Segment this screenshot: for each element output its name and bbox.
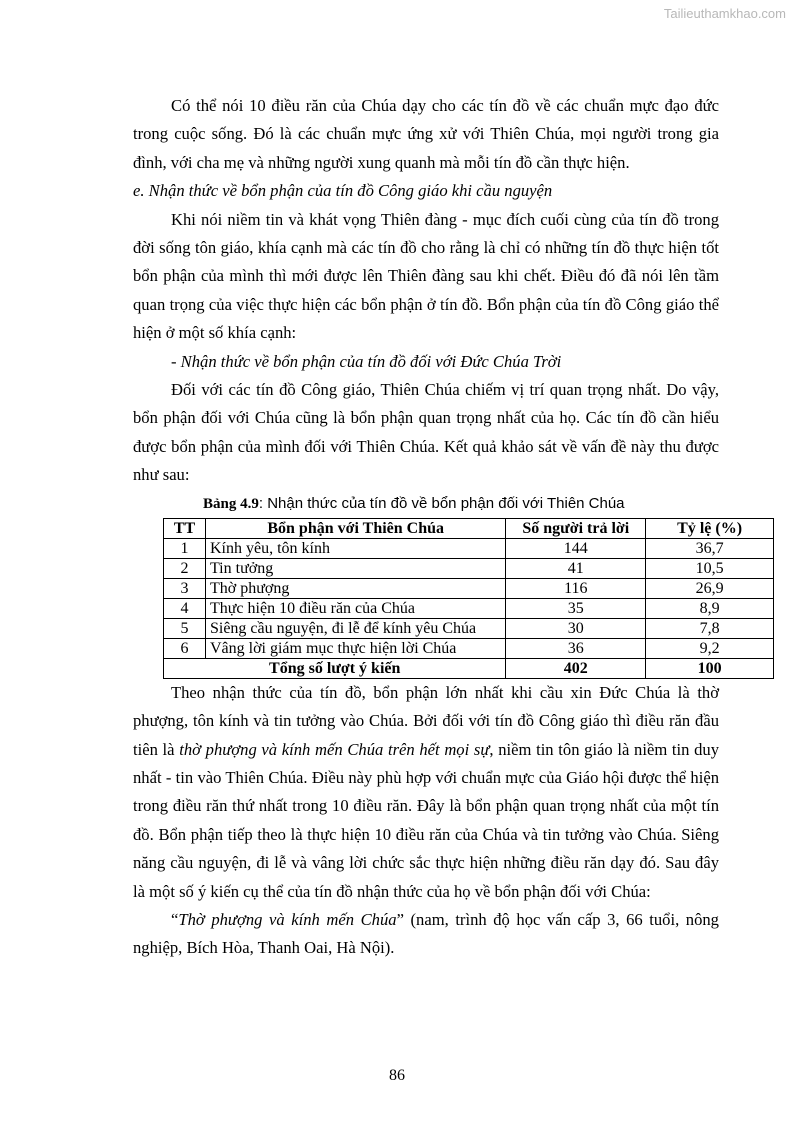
cell-duty: Thờ phượng [205, 578, 505, 598]
table-total-row [164, 658, 774, 678]
cell-respondents: 30 [506, 618, 646, 638]
cell-tt: 6 [164, 638, 206, 658]
cell-duty: Vâng lời giám mục thực hiện lời Chúa [205, 638, 505, 658]
analysis-text-b: , niềm tin tôn giáo là niềm tin duy nhất - tin vào Thiên Chúa. Điều này phù hợp với chuẩn mực của Giáo hội được thể hiện trong điều răn thứ nhất trong 10 điều răn. Đây là bổn phận quan trọng nhất của một tín đồ. Bổn phận tiếp theo là thực hiện 10 điều răn của Chúa và tin tưởng vào Chúa. Siêng năng cầu nguyện, đi lễ và vâng lời chức sắc thực hiện những điều răn dạy đó. Sau đây là một số ý kiến cụ thể của tín đồ nhận thức của họ về bổn phận đối với Chúa: [133, 739, 719, 901]
paragraph-god-importance: Đối với các tín đồ Công giáo, Thiên Chúa chiếm vị trí quan trọng nhất. Do vậy, bổn phận đối với Chúa cũng là bổn phận quan trọng nhất của họ. Các tín đồ cần hiểu được bổn phận của mình đối với Thiên Chúa. Kết quả khảo sát về vấn đề này thu được như sau: [133, 380, 719, 485]
quote-paragraph [133, 906, 719, 963]
cell-total-percent: 100 [646, 658, 774, 678]
header-respondents: Số người trả lời [506, 518, 646, 538]
cell-duty: Thực hiện 10 điều răn của Chúa [205, 598, 505, 618]
cell-percent: 8,9 [646, 598, 774, 618]
table-caption-text: : Nhận thức của tín đồ về bổn phận đối với Thiên Chúa [258, 494, 625, 512]
cell-respondents: 36 [506, 638, 646, 658]
header-percent: Tỷ lệ (%) [646, 518, 774, 538]
quote-italic: Thờ phượng và kính mến Chúa [178, 909, 397, 929]
document-body [133, 92, 743, 963]
cell-total-respondents: 402 [506, 658, 646, 678]
cell-respondents: 116 [506, 578, 646, 598]
paragraph-intro: Có thể nói 10 điều răn của Chúa dạy cho các tín đồ về các chuẩn mực đạo đức trong cuộc sống. Đó là các chuẩn mực ứng xử với Thiên Chúa, mọi người trong gia đình, với cha mẹ và những người xung quanh mà mỗi tín đồ cần thực hiện. [133, 96, 719, 172]
table-header-row [164, 518, 774, 538]
duty-table [163, 518, 774, 679]
subheading-duty-to-god: - Nhận thức về bổn phận của tín đồ đối với Đức Chúa Trời [171, 351, 562, 371]
cell-duty: Kính yêu, tôn kính [205, 538, 505, 558]
table-row [164, 578, 774, 598]
cell-percent: 36,7 [646, 538, 774, 558]
cell-total-label: Tổng số lượt ý kiến [164, 658, 506, 678]
cell-respondents: 35 [506, 598, 646, 618]
analysis-italic: thờ phượng và kính mến Chúa trên hết mọi sự [179, 739, 490, 759]
quote-open-mark: “ [171, 909, 179, 929]
page-number: 86 [389, 1067, 405, 1084]
cell-percent: 10,5 [646, 558, 774, 578]
table-row [164, 538, 774, 558]
cell-tt: 1 [164, 538, 206, 558]
table-row [164, 598, 774, 618]
cell-percent: 26,9 [646, 578, 774, 598]
header-tt: TT [164, 518, 206, 538]
cell-respondents: 41 [506, 558, 646, 578]
cell-duty: Siêng cầu nguyện, đi lễ để kính yêu Chúa [205, 618, 505, 638]
cell-tt: 2 [164, 558, 206, 578]
cell-percent: 7,8 [646, 618, 774, 638]
watermark: Tailieuthamkhao.com [663, 6, 786, 21]
table-row [164, 638, 774, 658]
cell-tt: 4 [164, 598, 206, 618]
cell-respondents: 144 [506, 538, 646, 558]
quote-attribution: ” (nam, trình độ học vấn cấp 3, 66 tuổi, nông nghiệp, Bích Hòa, Thanh Oai, Hà Nội). [133, 909, 719, 958]
header-duty: Bổn phận với Thiên Chúa [205, 518, 505, 538]
table-row [164, 618, 774, 638]
table-caption [133, 490, 719, 518]
table-row [164, 558, 774, 578]
section-heading-e: e. Nhận thức về bổn phận của tín đồ Công giáo khi cầu nguyện [133, 181, 553, 201]
cell-percent: 9,2 [646, 638, 774, 658]
cell-tt: 3 [164, 578, 206, 598]
paragraph-heaven: Khi nói niềm tin và khát vọng Thiên đàng - mục đích cuối cùng của tín đồ trong đời sống tôn giáo, khía cạnh mà các tín đồ cho rằng là chỉ có những tín đồ thực hiện tốt bổn phận của mình thì mới được lên Thiên đàng sau khi chết. Điều đó đã nói lên tầm quan trọng của việc thực hiện các bổn phận ở tín đồ. Bổn phận của tín đồ Công giáo thể hiện ở một số khía cạnh: [133, 209, 719, 343]
cell-tt: 5 [164, 618, 206, 638]
cell-duty: Tin tưởng [205, 558, 505, 578]
analysis-text-a: Theo nhận thức của tín đồ, bổn phận lớn nhất khi cầu xin Đức Chúa là thờ phượng, tôn kính và tin tưởng vào Chúa. Bởi đối với tín đồ Công giáo thì điều răn đầu tiên là [133, 682, 719, 759]
paragraph-analysis [133, 679, 719, 906]
table-caption-label: Bảng 4.9 [203, 495, 259, 512]
